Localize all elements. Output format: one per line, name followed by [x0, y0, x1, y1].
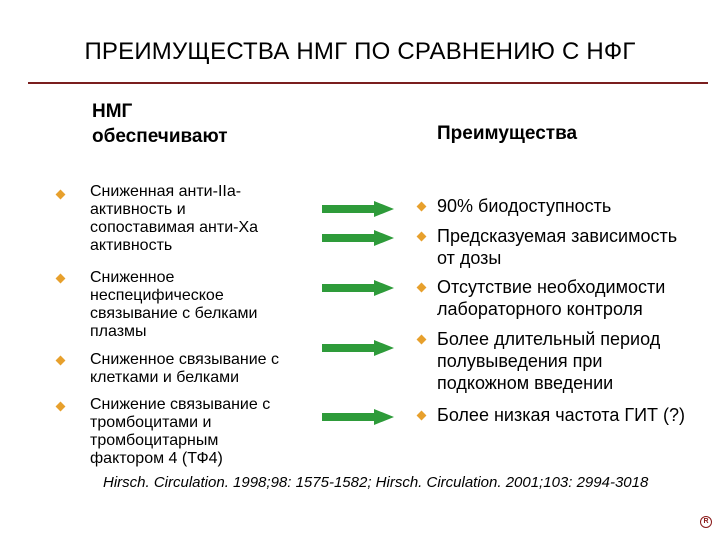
- line: фактором 4 (ТФ4): [90, 450, 223, 467]
- left-heading-line-1: НМГ: [92, 101, 133, 122]
- diamond-bullet-icon: [56, 402, 66, 412]
- right-arrow-icon: [322, 230, 394, 246]
- registered-logo-icon: R: [700, 516, 712, 528]
- right-arrow-icon: [322, 201, 394, 217]
- left-heading-line-2: обеспечивают: [92, 126, 228, 147]
- right-item-3: [437, 276, 719, 320]
- diamond-bullet-icon: [56, 356, 66, 366]
- right-arrow-icon: [322, 280, 394, 296]
- right-column-heading: Преимущества: [437, 123, 578, 144]
- line: Сниженная анти-IIa-: [90, 183, 242, 200]
- left-item-1: [90, 183, 315, 255]
- line: Более длительный период: [437, 329, 661, 349]
- line: полувыведения при: [437, 351, 603, 371]
- diamond-bullet-icon: [417, 283, 427, 293]
- right-item-5: [437, 404, 719, 426]
- diamond-bullet-icon: [417, 411, 427, 421]
- diamond-bullet-icon: [56, 274, 66, 284]
- line: активность: [90, 237, 173, 254]
- line: Более низкая частота ГИТ (?): [437, 405, 686, 425]
- line: Снижение связывание с: [90, 396, 271, 413]
- left-item-4: [90, 396, 315, 468]
- diamond-bullet-icon: [417, 335, 427, 345]
- line: неспецифическое: [90, 287, 224, 304]
- line: связывание с белками: [90, 305, 258, 322]
- left-item-3: [90, 351, 315, 387]
- line: сопоставимая анти-Ха: [90, 219, 259, 236]
- left-item-2: [90, 269, 315, 341]
- right-item-2: [437, 225, 719, 269]
- right-arrow-icon: [322, 340, 394, 356]
- title-divider: [28, 82, 708, 84]
- line: активность и: [90, 201, 186, 218]
- line: подкожном введении: [437, 373, 614, 393]
- slide-title: ПРЕИМУЩЕСТВА НМГ ПО СРАВНЕНИЮ С НФГ: [84, 38, 636, 65]
- line: плазмы: [90, 323, 147, 340]
- line: клетками и белками: [90, 369, 240, 386]
- line: Отсутствие необходимости: [437, 277, 666, 297]
- line: лабораторного контроля: [437, 299, 643, 319]
- right-item-4: [437, 328, 719, 394]
- citation-text: Hirsch. Circulation. 1998;98: 1575-1582; Hirsch. Circulation. 2001;103: 2994-3018: [103, 474, 649, 491]
- diamond-bullet-icon: [417, 202, 427, 212]
- line: от дозы: [437, 248, 502, 268]
- line: тромбоцитарным: [90, 432, 219, 449]
- line: Сниженное: [90, 269, 175, 286]
- diamond-bullet-icon: [417, 232, 427, 242]
- line: тромбоцитами и: [90, 414, 212, 431]
- right-item-1: [437, 195, 719, 217]
- diamond-bullet-icon: [56, 190, 66, 200]
- line: Предсказуемая зависимость: [437, 226, 678, 246]
- left-column-heading: [92, 99, 292, 149]
- line: Сниженное связывание с: [90, 351, 279, 368]
- right-arrow-icon: [322, 409, 394, 425]
- line: 90% биодоступность: [437, 196, 612, 216]
